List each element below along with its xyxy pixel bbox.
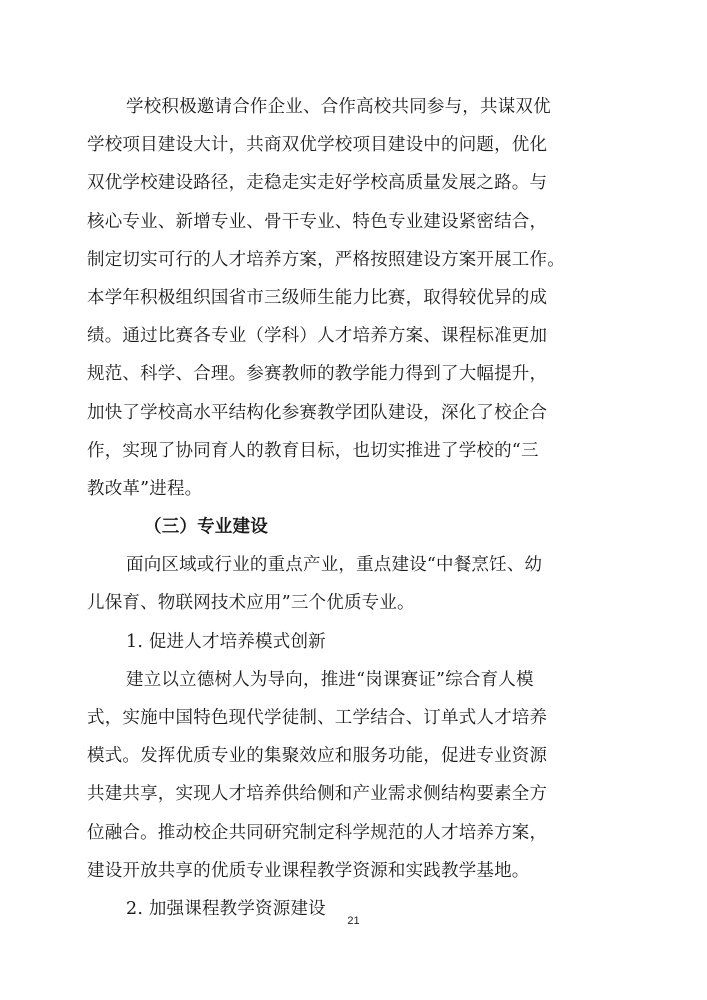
- subsection-heading: 2. 加强课程教学资源建设: [126, 898, 326, 919]
- paragraph-line: 制定切实可行的人才培养方案，严格按照建设方案开展工作。: [87, 249, 565, 270]
- paragraph-line: 模式。发挥优质专业的集聚效应和服务功能，促进专业资源: [87, 746, 548, 767]
- paragraph-line: 双优学校建设路径，走稳走实走好学校高质量发展之路。与: [87, 173, 548, 194]
- paragraph-line: 儿保育、物联网技术应用”三个优质专业。: [87, 593, 415, 614]
- paragraph-line: 本学年积极组织国省市三级师生能力比赛，取得较优异的成: [87, 287, 548, 308]
- body-text: [87, 88, 623, 928]
- paragraph-line: 建设开放共享的优质专业课程教学资源和实践教学基地。: [87, 860, 530, 881]
- paragraph-line: 规范、科学、合理。参赛教师的教学能力得到了大幅提升，: [87, 364, 548, 385]
- paragraph-line: 位融合。推动校企共同研究制定科学规范的人才培养方案，: [87, 822, 548, 843]
- paragraph-line: 作，实现了协同育人的教育目标，也切实推进了学校的“三: [87, 440, 539, 461]
- page-number: 21: [347, 915, 360, 927]
- section-heading: （三）专业建设: [144, 517, 268, 538]
- paragraph-line: 加快了学校高水平结构化参赛教学团队建设，深化了校企合: [87, 402, 548, 423]
- paragraph-line: 面向区域或行业的重点产业，重点建设“中餐烹饪、幼: [126, 555, 543, 576]
- paragraph-line: 学校积极邀请合作企业、合作高校共同参与，共谋双优: [126, 97, 551, 117]
- paragraph-line: 绩。通过比赛各专业（学科）人才培养方案、课程标准更加: [87, 326, 548, 347]
- paragraph-line: 建立以立德树人为导向，推进“岗课赛证”综合育人模: [126, 669, 534, 690]
- paragraph-line: 核心专业、新增专业、骨干专业、特色专业建设紧密结合，: [87, 211, 548, 232]
- paragraph-line: 学校项目建设大计，共商双优学校项目建设中的问题，优化: [87, 135, 548, 156]
- paragraph-line: 式，实施中国特色现代学徒制、工学结合、订单式人才培养: [87, 708, 548, 728]
- subsection-heading: 1. 促进人才培养模式创新: [126, 631, 326, 652]
- paragraph-line: 共建共享，实现人才培养供给侧和产业需求侧结构要素全方: [87, 784, 548, 805]
- paragraph-line: 教改革”进程。: [87, 478, 203, 499]
